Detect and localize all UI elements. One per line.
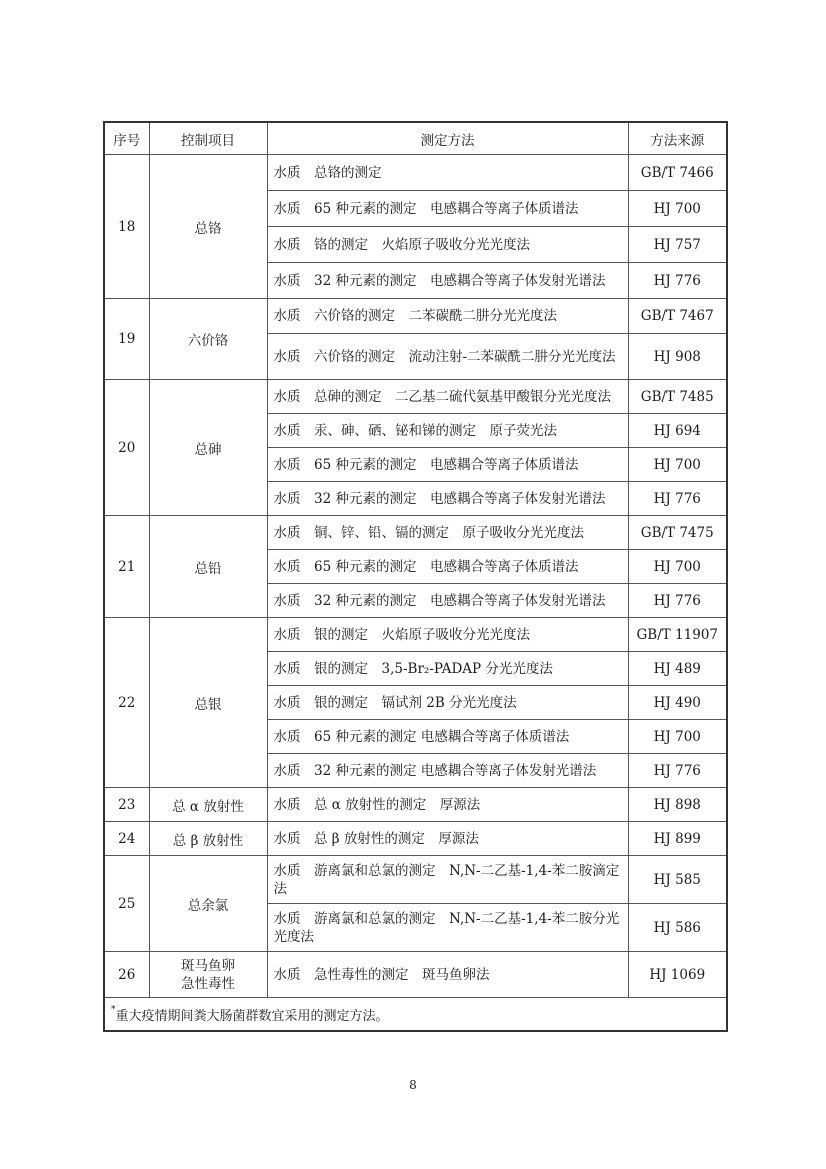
item-cell	[149, 952, 267, 998]
header-seq: 序号	[104, 122, 149, 155]
method-cell: 水质 32 种元素的测定 电感耦合等离子体发射光谱法	[267, 584, 628, 618]
source-cell: HJ 694	[628, 414, 727, 448]
source-cell: HJ 899	[628, 822, 727, 856]
table-row	[104, 952, 727, 998]
source-cell: HJ 1069	[628, 952, 727, 998]
item-cell: 总银	[149, 618, 267, 788]
method-cell: 水质 32 种元素的测定 电感耦合等离子体发射光谱法	[267, 754, 628, 788]
source-cell: GB/T 7485	[628, 380, 727, 414]
source-cell: GB/T 11907	[628, 618, 727, 652]
item-cell: 总砷	[149, 380, 267, 516]
header-source: 方法来源	[628, 122, 727, 155]
source-cell: HJ 898	[628, 788, 727, 822]
source-cell: HJ 489	[628, 652, 727, 686]
seq-cell: 21	[104, 516, 149, 618]
method-cell: 水质 65 种元素的测定 电感耦合等离子体质谱法	[267, 191, 628, 227]
seq-cell: 22	[104, 618, 149, 788]
source-cell: GB/T 7475	[628, 516, 727, 550]
source-cell: HJ 776	[628, 482, 727, 516]
method-cell: 水质 总 β 放射性的测定 厚源法	[267, 822, 628, 856]
method-cell: 水质 银的测定 3,5-Br₂-PADAP 分光光度法	[267, 652, 628, 686]
table-row	[104, 380, 727, 414]
header-item: 控制项目	[149, 122, 267, 155]
method-cell: 水质 游离氯和总氯的测定 N,N-二乙基-1,4-苯二胺分光光度法	[267, 904, 628, 952]
methods-table	[103, 121, 728, 1032]
method-cell: 水质 六价铬的测定 流动注射-二苯碳酰二肼分光光度法	[267, 334, 628, 380]
item-cell: 总余氯	[149, 856, 267, 952]
method-cell: 水质 游离氯和总氯的测定 N,N-二乙基-1,4-苯二胺滴定法	[267, 856, 628, 904]
table-row	[104, 788, 727, 822]
method-cell: 水质 32 种元素的测定 电感耦合等离子体发射光谱法	[267, 263, 628, 299]
header-method: 测定方法	[267, 122, 628, 155]
seq-cell: 25	[104, 856, 149, 952]
seq-cell: 26	[104, 952, 149, 998]
method-cell: 水质 铜、锌、铅、镉的测定 原子吸收分光光度法	[267, 516, 628, 550]
item-cell: 六价铬	[149, 299, 267, 380]
source-cell: HJ 908	[628, 334, 727, 380]
method-cell: 水质 急性毒性的测定 斑马鱼卵法	[267, 952, 628, 998]
method-cell: 水质 总砷的测定 二乙基二硫代氨基甲酸银分光光度法	[267, 380, 628, 414]
source-cell: HJ 700	[628, 550, 727, 584]
method-cell: 水质 65 种元素的测定 电感耦合等离子体质谱法	[267, 448, 628, 482]
method-cell: 水质 六价铬的测定 二苯碳酰二肼分光光度法	[267, 299, 628, 334]
source-cell: HJ 700	[628, 191, 727, 227]
seq-cell: 19	[104, 299, 149, 380]
seq-cell: 24	[104, 822, 149, 856]
method-cell: 水质 总铬的测定	[267, 155, 628, 191]
footnote	[104, 998, 727, 1032]
footnote-text: 重大疫情期间粪大肠菌群数宜采用的测定方法。	[115, 1008, 389, 1024]
source-cell: HJ 700	[628, 720, 727, 754]
method-cell: 水质 银的测定 镉试剂 2B 分光光度法	[267, 686, 628, 720]
table-row	[104, 618, 727, 652]
source-cell: HJ 586	[628, 904, 727, 952]
seq-cell: 20	[104, 380, 149, 516]
table-row	[104, 516, 727, 550]
method-cell: 水质 32 种元素的测定 电感耦合等离子体发射光谱法	[267, 482, 628, 516]
source-cell: HJ 700	[628, 448, 727, 482]
table-header-row	[104, 122, 727, 155]
source-cell: HJ 585	[628, 856, 727, 904]
item-line-2: 急性毒性	[181, 975, 235, 992]
table-row	[104, 299, 727, 334]
table-row	[104, 155, 727, 191]
item-cell: 总铅	[149, 516, 267, 618]
page-number: 8	[409, 1078, 417, 1092]
item-cell: 总 α 放射性	[149, 788, 267, 822]
source-cell: GB/T 7467	[628, 299, 727, 334]
method-cell: 水质 总 α 放射性的测定 厚源法	[267, 788, 628, 822]
seq-cell: 18	[104, 155, 149, 299]
source-cell: HJ 776	[628, 584, 727, 618]
source-cell: HJ 776	[628, 263, 727, 299]
method-cell: 水质 铬的测定 火焰原子吸收分光光度法	[267, 227, 628, 263]
footnote-mark: *	[111, 1004, 116, 1015]
source-cell: HJ 776	[628, 754, 727, 788]
seq-cell: 23	[104, 788, 149, 822]
method-cell: 水质 银的测定 火焰原子吸收分光光度法	[267, 618, 628, 652]
table-row	[104, 822, 727, 856]
method-cell: 水质 65 种元素的测定 电感耦合等离子体质谱法	[267, 720, 628, 754]
method-cell: 水质 汞、砷、硒、铋和锑的测定 原子荧光法	[267, 414, 628, 448]
item-cell: 总铬	[149, 155, 267, 299]
source-cell: HJ 757	[628, 227, 727, 263]
note-row	[104, 998, 727, 1032]
source-cell: HJ 490	[628, 686, 727, 720]
method-cell: 水质 65 种元素的测定 电感耦合等离子体质谱法	[267, 550, 628, 584]
item-line-1: 斑马鱼卵	[181, 957, 235, 974]
item-cell: 总 β 放射性	[149, 822, 267, 856]
source-cell: GB/T 7466	[628, 155, 727, 191]
table-row	[104, 856, 727, 904]
